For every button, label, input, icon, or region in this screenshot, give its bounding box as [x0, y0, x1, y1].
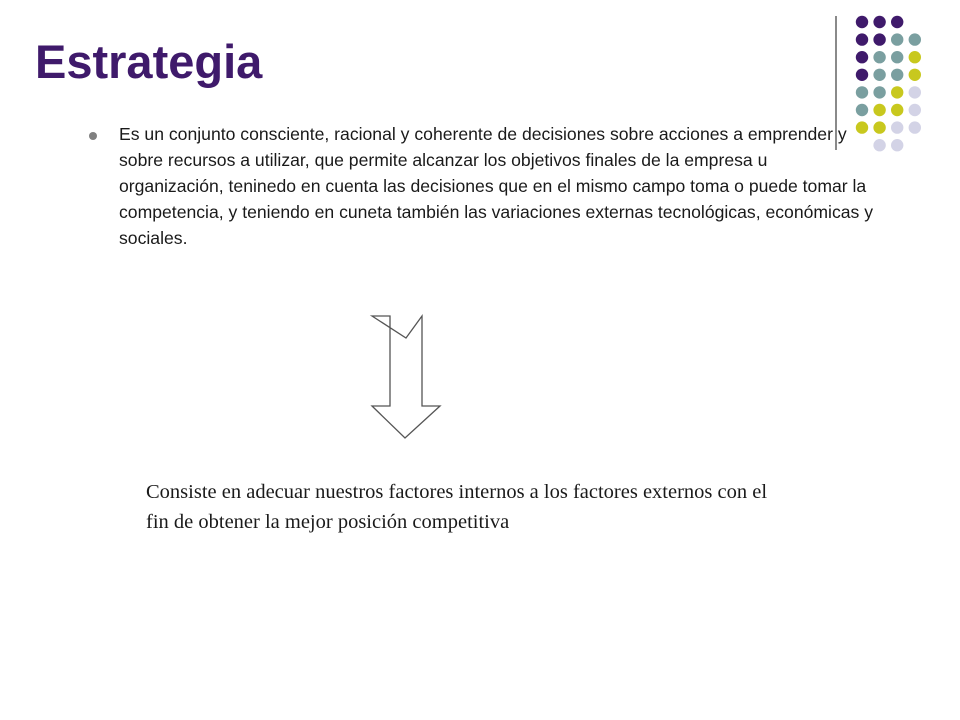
decorative-dot	[856, 51, 868, 63]
decorative-dot	[909, 69, 921, 81]
decorative-dot	[856, 104, 868, 116]
bullet-text: Es un conjunto consciente, racional y coherente de decisiones sobre acciones a emprender y sobre recursos a utilizar, que permite alcanzar los objetivos finales de la empresa u organización, teninedo en cuenta las decisiones que en el mismo campo toma o puede tomar la competencia, y teniendo en cuneta también las variaciones externas tecnológicas, económicas y sociales.	[119, 124, 874, 248]
decorative-dot	[891, 69, 903, 81]
slide-title: Estrategia	[35, 35, 263, 88]
decorative-dot	[873, 69, 885, 81]
decorative-dot	[909, 51, 921, 63]
decorative-dot	[891, 121, 903, 133]
decorative-dot	[891, 16, 903, 28]
decorative-dot	[891, 139, 903, 151]
down-arrow-icon	[368, 314, 444, 442]
decorative-dot	[891, 51, 903, 63]
bullet-dot-icon	[89, 132, 97, 140]
decorative-dot	[891, 104, 903, 116]
bullet-item	[85, 121, 875, 251]
decorative-dot	[856, 69, 868, 81]
decorative-dot	[909, 121, 921, 133]
decorative-dot	[856, 33, 868, 45]
decorative-dot	[909, 86, 921, 98]
decorative-dot	[873, 16, 885, 28]
decorative-dot	[909, 33, 921, 45]
conclusion-text: Consiste en adecuar nuestros factores internos a los factores externos con el fin de obtener la mejor posición competitiva	[146, 481, 768, 533]
bullet-list	[85, 121, 875, 251]
decorative-dot	[891, 33, 903, 45]
decorative-dot	[891, 86, 903, 98]
decorative-dot	[873, 104, 885, 116]
decorative-dot	[909, 104, 921, 116]
decorative-dot	[873, 121, 885, 133]
decorative-dot	[873, 139, 885, 151]
decorative-dot	[856, 16, 868, 28]
decorative-dot	[873, 51, 885, 63]
decorative-dot	[873, 86, 885, 98]
decorative-dot	[856, 86, 868, 98]
decorative-dot	[873, 33, 885, 45]
